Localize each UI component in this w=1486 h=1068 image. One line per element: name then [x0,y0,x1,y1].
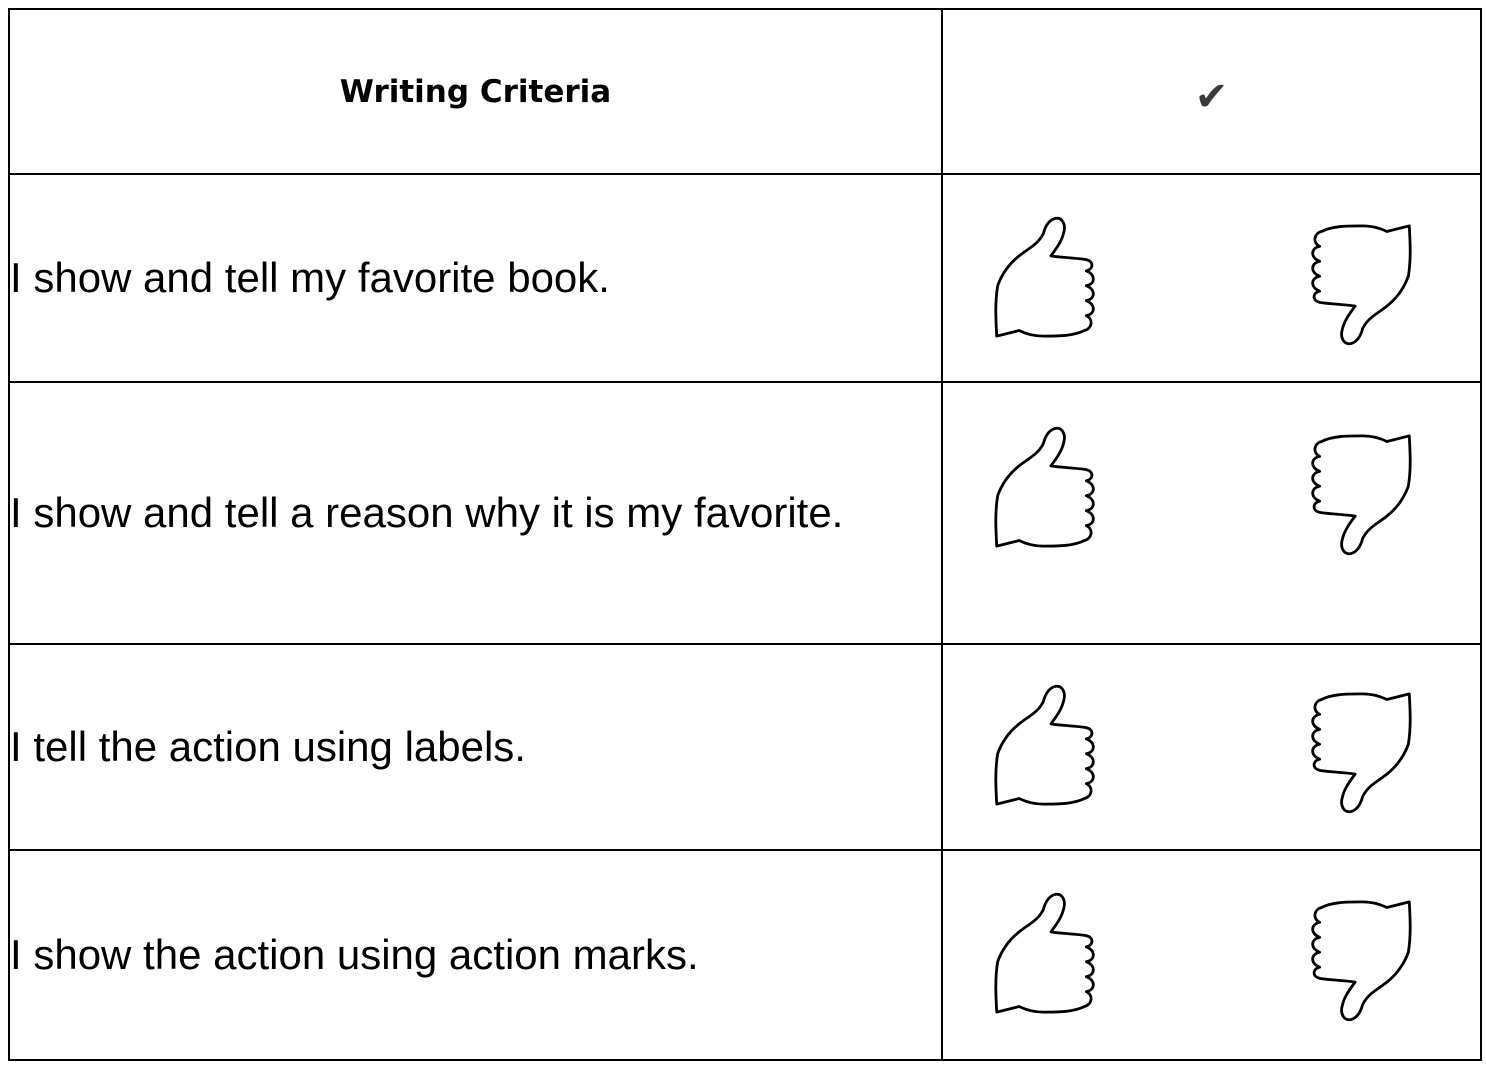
check-mark-icon: ✔ [1194,73,1229,120]
criterion-text: I show and tell my favorite book. [9,174,942,382]
rating-cell [942,644,1481,850]
criteria-column-header: Writing Criteria [9,9,942,174]
rating-cell [942,850,1481,1060]
rating-cell [942,174,1481,382]
thumbs-down-icon[interactable] [1301,423,1413,557]
thumbs-up-icon[interactable] [993,891,1105,1025]
header-row [9,9,1481,174]
rubric-table [8,8,1482,1061]
thumbs-down-icon[interactable] [1301,213,1413,347]
thumbs-down-icon[interactable] [1301,889,1413,1023]
table-row [9,850,1481,1060]
criterion-text: I tell the action using labels. [9,644,942,850]
thumbs-down-icon[interactable] [1301,681,1413,815]
rubric-sheet [8,8,1480,1068]
table-row [9,174,1481,382]
table-row [9,644,1481,850]
thumbs-up-icon[interactable] [993,683,1105,817]
table-row [9,382,1481,644]
criterion-text: I show the action using action marks. [9,850,942,1060]
rating-cell [942,382,1481,644]
thumbs-up-icon[interactable] [993,425,1105,559]
thumbs-up-icon[interactable] [993,215,1105,349]
criterion-text: I show and tell a reason why it is my favorite. [9,382,942,644]
check-column-header [942,9,1481,174]
